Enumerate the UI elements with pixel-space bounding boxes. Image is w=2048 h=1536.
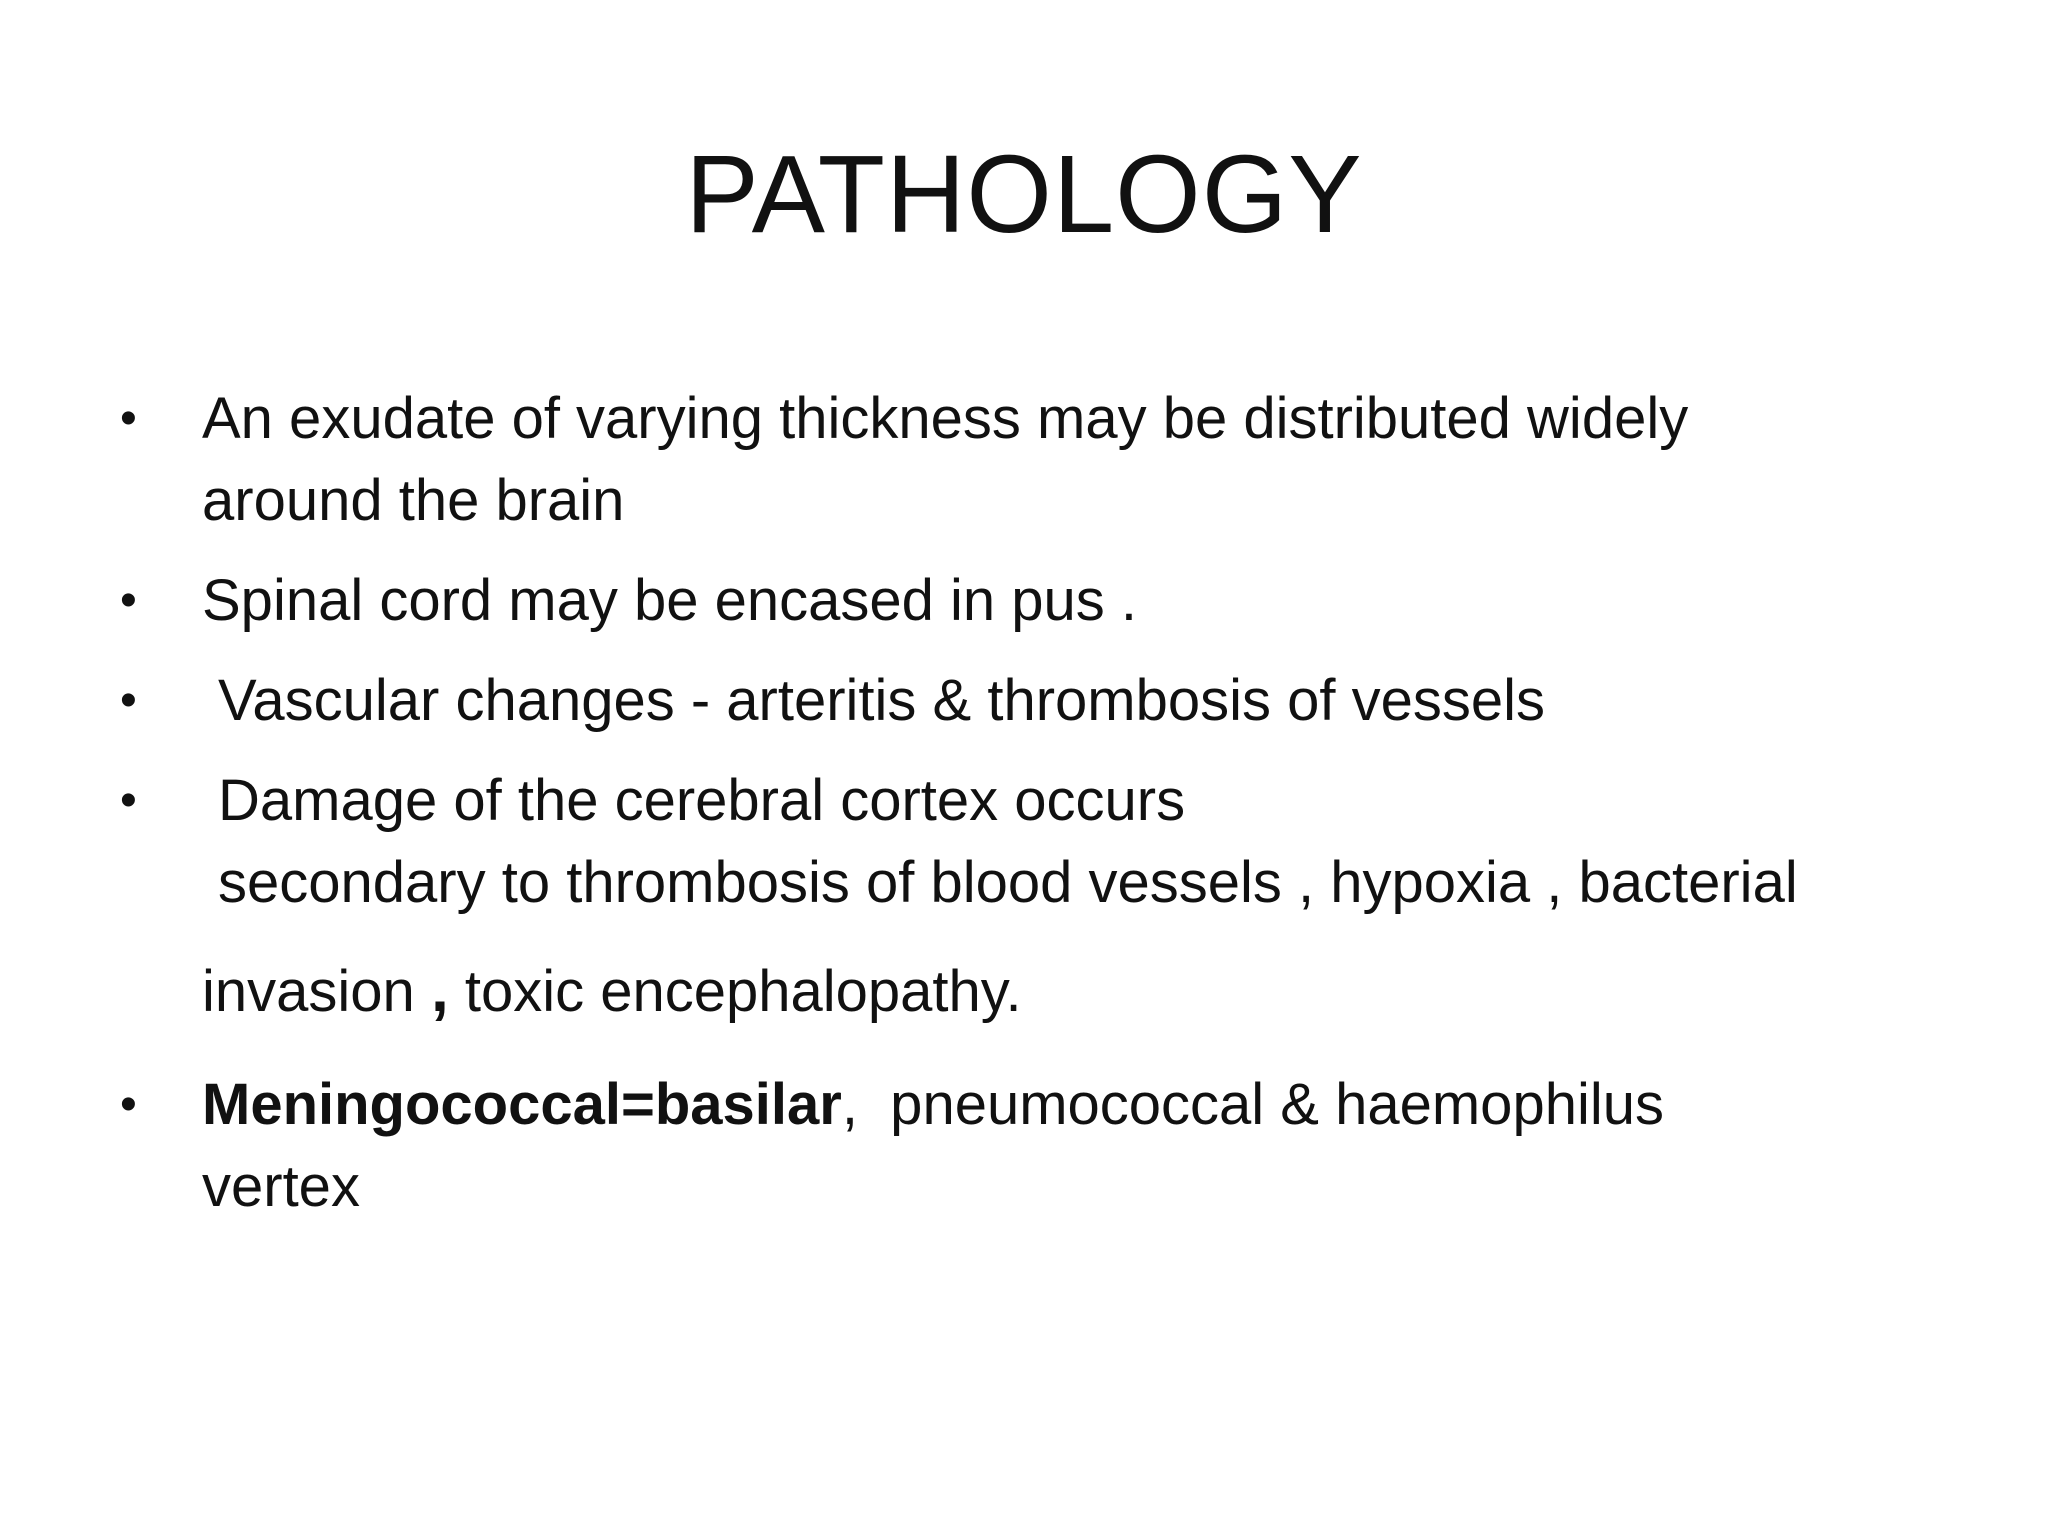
bullet-dot-icon: • (120, 1078, 137, 1131)
bullet-text (202, 560, 1962, 642)
bullet-text (202, 660, 1962, 742)
bullet-line: Spinal cord may be encased in pus . (202, 568, 1137, 633)
bullet-text (202, 1064, 1962, 1228)
bullet-line: around the brain (202, 468, 625, 533)
bullet-line (202, 1064, 1962, 1146)
bullet-continuation-line (202, 948, 1022, 1033)
bullet-text (202, 760, 1962, 924)
bullet-dot-icon: • (120, 574, 137, 627)
bullet-line: Vascular changes - arteritis & thrombosis of vessels (218, 668, 1546, 733)
continuation-post: toxic encephalopathy. (464, 959, 1022, 1024)
bullet-rest-text: , pneumococcal & haemophilus (841, 1072, 1664, 1137)
bullet-dot-icon: • (120, 774, 137, 827)
bullet-bold-text: Meningococcal=basilar (202, 1072, 842, 1137)
continuation-comma: , (430, 953, 449, 1025)
bullet-line: secondary to thrombosis of blood vessels , hypoxia , bacterial (218, 850, 1798, 915)
bullet-line: An exudate of varying thickness may be distributed widely (202, 386, 1689, 451)
bullet-dot-icon: • (120, 674, 137, 727)
bullet-dot-icon: • (120, 392, 137, 445)
slide-title: PATHOLOGY (685, 133, 1363, 256)
bullet-line: Damage of the cerebral cortex occurs (218, 768, 1186, 833)
bullet-text (202, 378, 1962, 542)
bullet-line: vertex (202, 1154, 360, 1219)
continuation-pre: invasion (202, 959, 415, 1024)
